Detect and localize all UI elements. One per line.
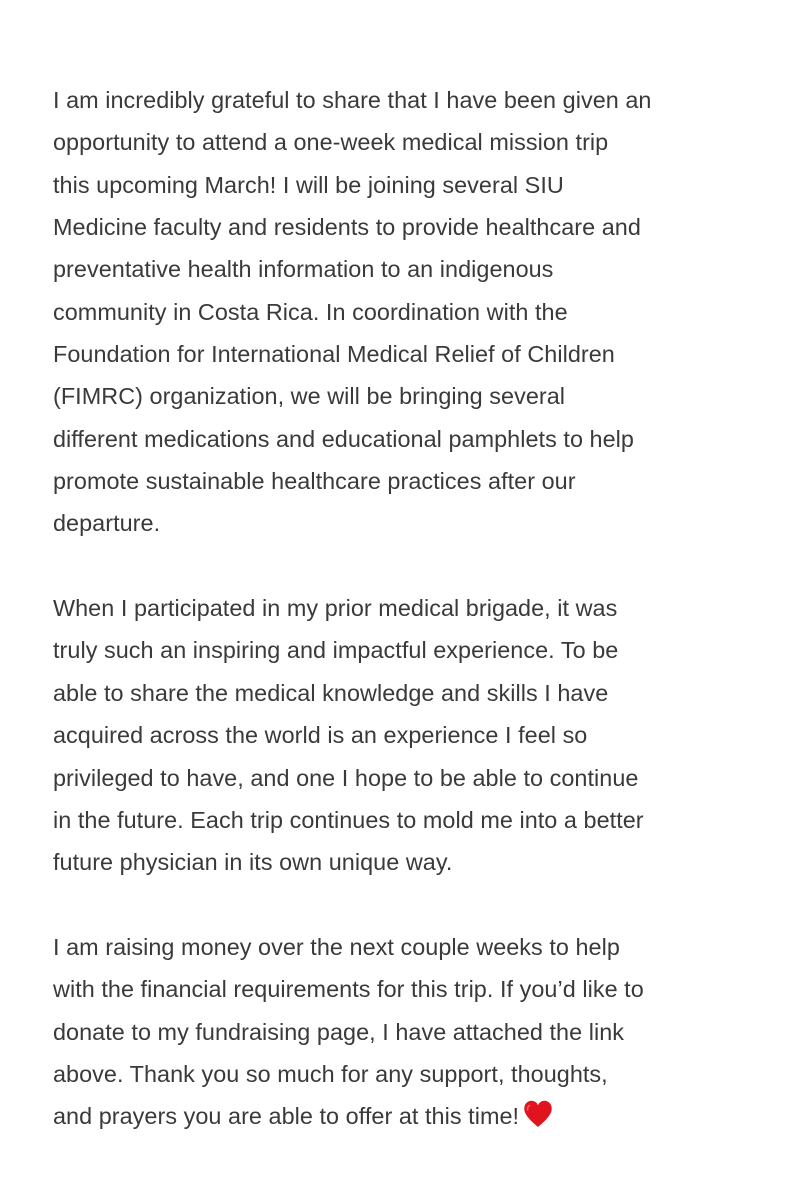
text-line: acquired across the world is an experience I feel so bbox=[53, 722, 588, 749]
text-line: future physician in its own unique way. bbox=[53, 849, 453, 876]
text-line: different medications and educational pamphlets to help bbox=[53, 425, 634, 452]
note-body bbox=[53, 79, 763, 1142]
text-line: departure. bbox=[53, 510, 161, 537]
text-line: in the future. Each trip continues to mold me into a better bbox=[53, 806, 644, 833]
text-line: I am raising money over the next couple weeks to help bbox=[53, 933, 620, 960]
text-line: this upcoming March! I will be joining several SIU bbox=[53, 171, 564, 198]
red-heart-icon bbox=[523, 1099, 553, 1141]
text-line-content: and prayers you are able to offer at this time! bbox=[53, 1103, 520, 1130]
paragraph-prior-brigade bbox=[53, 587, 763, 883]
text-line-last bbox=[53, 1095, 763, 1141]
text-line: community in Costa Rica. In coordination with the bbox=[53, 298, 568, 325]
text-line: opportunity to attend a one-week medical mission trip bbox=[53, 129, 609, 156]
text-line: Medicine faculty and residents to provide healthcare and bbox=[53, 214, 641, 241]
text-line: preventative health information to an indigenous bbox=[53, 256, 554, 283]
text-line: donate to my fundraising page, I have attached the link bbox=[53, 1018, 625, 1045]
text-line: privileged to have, and one I hope to be able to continue bbox=[53, 764, 639, 791]
text-line: I am incredibly grateful to share that I have been given an bbox=[53, 87, 652, 113]
text-line: (FIMRC) organization, we will be bringing several bbox=[53, 383, 566, 410]
text-line: Foundation for International Medical Relief of Children bbox=[53, 341, 615, 368]
text-line: above. Thank you so much for any support, thoughts, bbox=[53, 1060, 608, 1087]
text-line: able to share the medical knowledge and skills I have bbox=[53, 679, 609, 706]
text-line: truly such an inspiring and impactful experience. To be bbox=[53, 637, 619, 664]
text-line: When I participated in my prior medical brigade, it was bbox=[53, 595, 618, 622]
paragraph-fundraising bbox=[53, 926, 763, 1142]
text-line: with the financial requirements for this trip. If you’d like to bbox=[53, 976, 644, 1003]
paragraph-mission-trip bbox=[53, 79, 763, 545]
text-line: promote sustainable healthcare practices after our bbox=[53, 468, 576, 495]
